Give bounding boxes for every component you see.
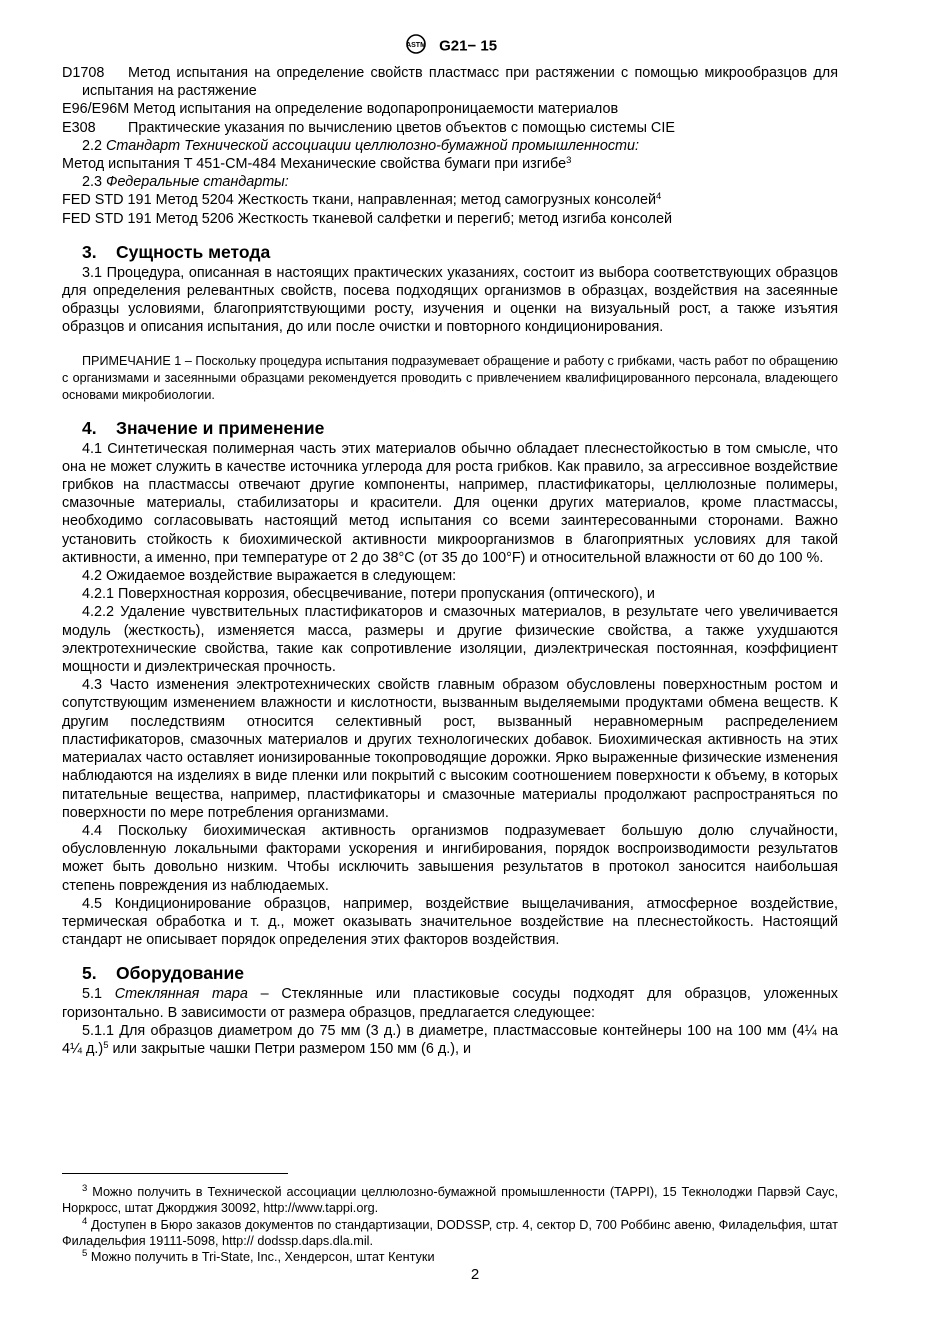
fed-ref: [62, 210, 838, 228]
ref-text: Метод испытания на определение водопаропроницаемости материалов: [133, 101, 619, 118]
astm-logo-icon: [403, 34, 429, 59]
footnote-ref: 4: [656, 191, 662, 203]
paragraph-5-1: [62, 985, 838, 1021]
footnote-ref: 5: [103, 1039, 109, 1051]
section-heading-5: [82, 963, 838, 983]
footnote-ref: 3: [566, 155, 572, 167]
paragraph-4-1: 4.1 Синтетическая полимерная часть этих материалов обычно обладает плеснестойкостью в том смысле, что она не может служить в качестве источника углерода для роста грибков. Как правило, за агрессивное воздействие грибков на пластмассы отвечают другие компоненты, например, пластификаторы, целлюлозные полимеры, смазочные материалы, стабилизаторы и красители. Для оценки других материалов, кроме пластмассы, необходимо согласовывать настоящий метод испытания со всеми заинтересованными сторонами. Важно установить стойкость к биохимической активности микроорганизмов в благоприятных условиях для такой активности, а именно, при температуре от 2 до 38°C (от 35 до 100°F) и относительной влажности от 60 до 100 %.: [62, 440, 838, 566]
paragraph-text: или закрытые чашки Петри размером 150 мм (6 д.), и: [108, 1040, 472, 1057]
section-title: Оборудование: [116, 963, 244, 984]
subsection-2-2: [62, 137, 838, 155]
section-num: 3.: [82, 241, 97, 262]
standard-designation: G21− 15: [439, 37, 498, 55]
ref-code: E308: [62, 119, 96, 136]
footnote-text: Можно получить в Tri-State, Inc., Хендерсон, штат Кентуки: [87, 1250, 435, 1265]
ref-code: D1708: [62, 65, 105, 81]
astm-logo-text: ASTM: [406, 42, 426, 49]
footnote-mark: 4: [82, 1215, 88, 1227]
ref-item: [62, 64, 838, 100]
subsection-title: Федеральные стандарты:: [106, 174, 289, 191]
tappi-ref-text: Метод испытания T 451-CM-484 Механические свойства бумаги при изгибе: [62, 156, 567, 173]
section-num: 4.: [82, 417, 97, 438]
footnote-divider: [62, 1173, 288, 1174]
subsection-title: Стандарт Технической ассоциации целлюлозно-бумажной промышленности:: [106, 137, 640, 154]
footnote-text: Доступен в Бюро заказов документов по стандартизации, DODSSP, стр. 4, сектор D, 700 Роббинс авеню, Филадельфия, штат Филадельфия 19111-5098, http:// dodssp.daps.dla.mil.: [62, 1217, 838, 1248]
note-1: ПРИМЕЧАНИЕ 1 – Поскольку процедура испытания подразумевает обращение и работу с грибками, часть работ по обращению с организмами и засеянными образцами рекомендуется проводить с привлечением квалифицированного персонала, владеющего основами микробиологии.: [62, 353, 838, 402]
ref-text: Практические указания по вычислению цветов объектов с помощью системы CIE: [128, 119, 675, 136]
footnote-mark: 5: [82, 1248, 88, 1260]
footnotes: [62, 1184, 838, 1265]
subsection-num: 2.3: [82, 174, 103, 191]
subsection-2-3: [62, 173, 838, 191]
tappi-ref: [62, 155, 838, 173]
ref-code: E96/E96M: [62, 101, 130, 118]
page-number: 2: [470, 1266, 480, 1283]
section-heading-4: [82, 418, 838, 438]
paragraph-4-3: 4.3 Часто изменения электротехнических свойств главным образом обусловлены поверхностным ростом и сопутствующим изменением влажности и кислотности, вызванным выделяемыми продуктами обмена веществ. К другим последствиям относится селективный рост, вызванный неравномерным распределением пластификаторов, смазочных материалов и других технологических добавок. Биохимическая активность на этих материалах часто оставляет ионизированные токопроводящие дорожки. Ярко выраженные физические изменения наблюдаются на изделиях в виде пленки или покрытий с высоким соотношением поверхности к объему, в которых питательные вещества, например, пластификаторы и смазочные материалы продолжают распространяться по поверхности по мере потребления организмами.: [62, 677, 838, 821]
page-header: [62, 34, 838, 56]
section-title: Значение и применение: [116, 417, 325, 438]
paragraph-text: – Стеклянные или пластиковые сосуды подходят для образцов, уложенных горизонтально. В зависимости от размера образцов, предлагается следующее:: [62, 986, 838, 1021]
paragraph-4-5: 4.5 Кондиционирование образцов, например, воздействие выщелачивания, атмосферное воздействие, термическая обработка и т. д., может оказывать значительное воздействие на плеснестойкость. Настоящий стандарт не описывает порядок определения этих факторов воздействия.: [62, 895, 838, 949]
fed-ref: [62, 191, 838, 209]
paragraph-4-4: 4.4 Поскольку биохимическая активность организмов подразумевает большую долю случайности, обусловленную локальными факторами ускорения и ингибирования, порядок воспроизводимости результатов может быть довольно низким. Чтобы исключить завышения результатов в протокол заносится наибольшая степень повреждения из наблюдаемых.: [62, 822, 838, 894]
paragraph-4-2: 4.2 Ожидаемое воздействие выражается в следующем:: [82, 568, 457, 585]
paragraph-3-1: 3.1 Процедура, описанная в настоящих практических указаниях, состоит из выбора соответствующих образцов для определения релевантных свойств, посева подходящих организмов в образцах, воздействия на засеянные образцы условиями, благоприятствующими росту, изучения и оценки на визуальный рост, а также изъятия образцов и описания испытания, до или после очистки и повторного кондиционирования.: [62, 264, 838, 336]
footnote: [62, 1184, 838, 1217]
footnote-mark: 3: [82, 1183, 88, 1194]
paragraph-5-1-1: [62, 1022, 838, 1058]
section-heading-3: [82, 242, 838, 262]
paragraph-4-2-2: 4.2.2 Удаление чувствительных пластификаторов и смазочных материалов, в результате чего увеличивается модуль (жесткость), изменяется масса, размеры и другие физические свойства, а также ухудшаются электротехнические свойства, такие как сопротивление изоляции, диэлектрическая постоянная, коэффициент мощности и диэлектрическая прочность.: [62, 604, 838, 676]
paragraph-num: 5.1: [82, 986, 103, 1003]
paragraph-text: 5.1.1 Для образцов диаметром до 75 мм (3 д.) в диаметре, пластмассовые контейнеры 100 на 100 мм (4¼ на 4¼ д.): [62, 1022, 838, 1057]
ref-text: Метод испытания на определение свойств пластмасс при растяжении с помощью микрообразцов для испытания на растяжение: [82, 65, 838, 100]
page-body: [62, 34, 838, 1058]
fed-ref-text: FED STD 191 Метод 5206 Жесткость тканевой салфетки и перегиб; метод изгиба консолей: [62, 210, 672, 227]
ref-item: [62, 100, 838, 118]
term-italic: Стеклянная тара: [114, 986, 248, 1003]
subsection-num: 2.2: [82, 137, 103, 154]
footnote: [62, 1217, 838, 1250]
footnote-text: Можно получить в Технической ассоциации целлюлозно-бумажной промышленности (TAPPI), 15 Текнолоджи Парвэй Саус, Норкросс, штат Джорджия 30092, http://www.tappi.org.: [62, 1185, 838, 1216]
section-num: 5.: [82, 963, 97, 984]
fed-ref-text: FED STD 191 Метод 5204 Жесткость ткани, направленная; метод самогрузных консолей: [62, 192, 657, 209]
footnote: [62, 1249, 838, 1265]
paragraph-4-2-1: 4.2.1 Поверхностная коррозия, обесцвечивание, потери пропускания (оптического), и: [82, 586, 655, 603]
section-title: Сущность метода: [116, 241, 271, 262]
ref-item: [62, 119, 838, 137]
